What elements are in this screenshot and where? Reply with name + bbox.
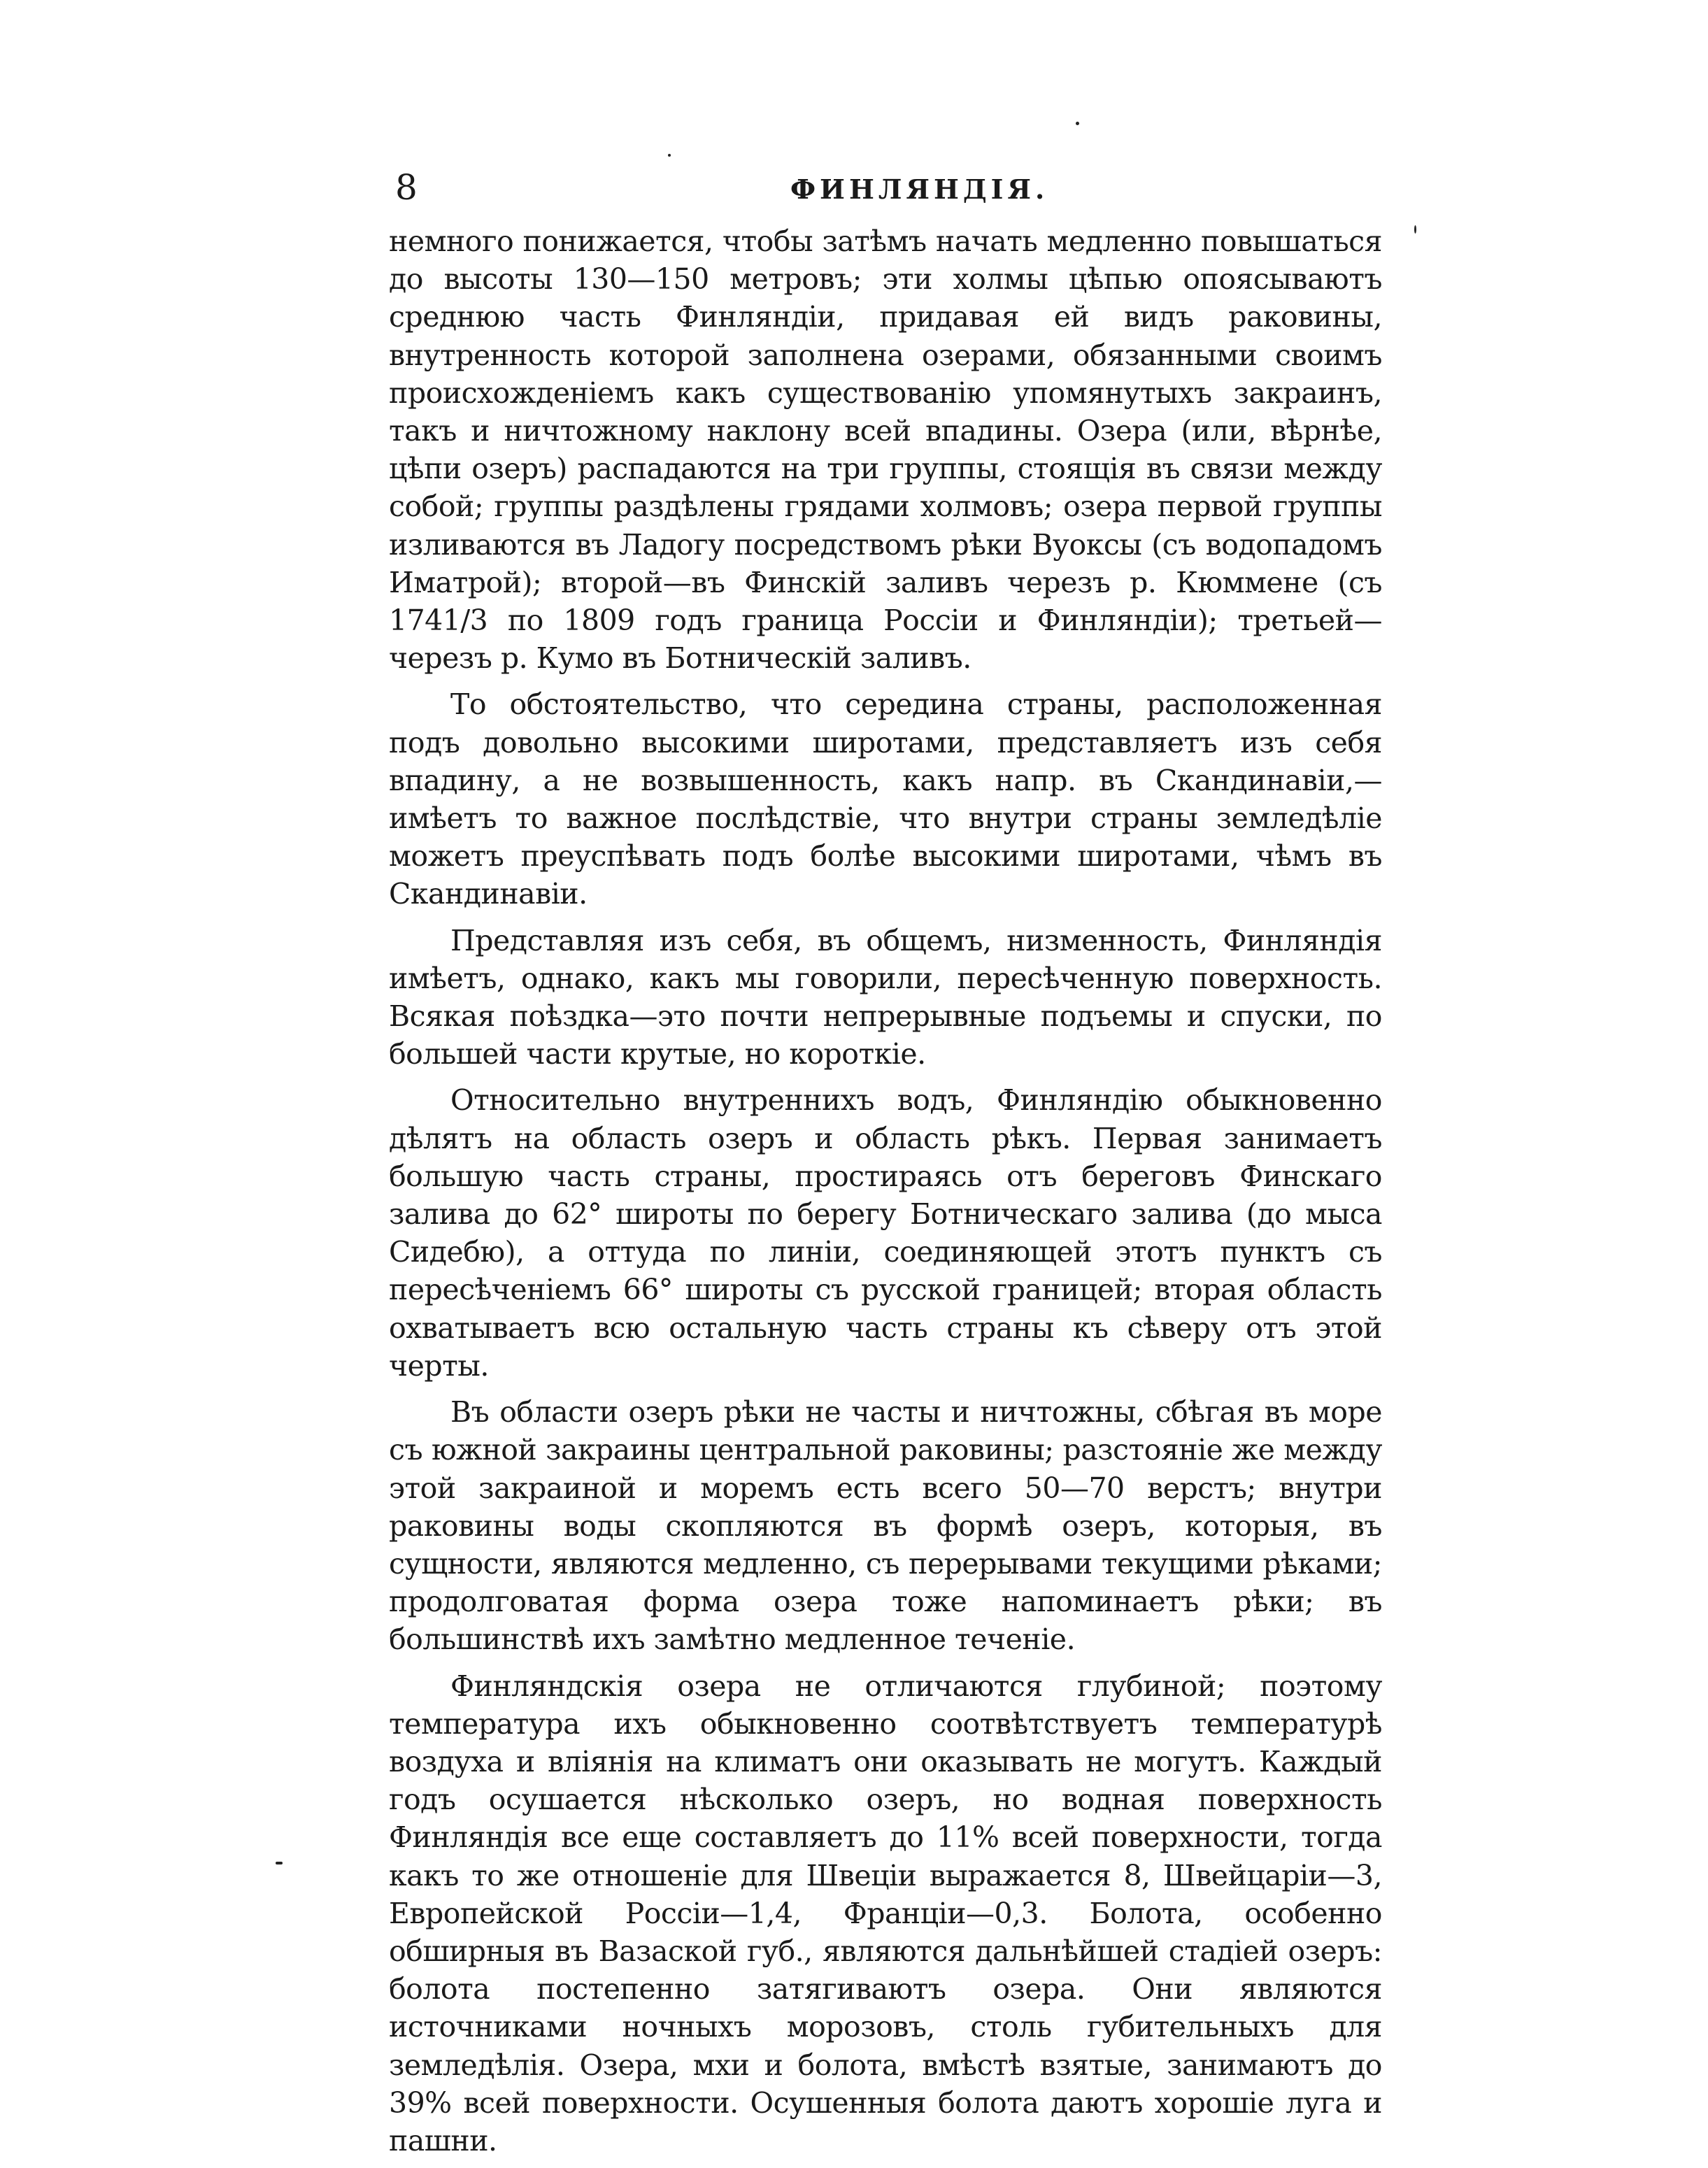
print-speck <box>1076 122 1079 125</box>
running-title: ФИНЛЯНДІЯ. <box>790 173 1049 205</box>
print-speck <box>276 1862 283 1864</box>
paragraph: немного понижается, чтобы затѣмъ начать медленно повышаться до высоты 130—150 метровъ; эти холмы цѣпью опоясываютъ среднюю часть Финляндіи, придавая ей видъ раковины, внутренность которой заполнена озерами, обязанными своимъ происхожденіемъ какъ существованію упомянутыхъ закраинъ, такъ и ничтожному наклону всей впадины. Озера (или, вѣрнѣе, цѣпи озеръ) распадаются на три группы, стоящія въ связи между собой; группы раздѣлены грядами холмовъ; озера первой группы изливаются въ Ладогу посредствомъ рѣки Вуоксы (съ водопадомъ Иматрой); второй—въ Финскій заливъ черезъ р. Кюммене (съ 1741/3 по 1809 годъ граница Россіи и Финляндіи); третьей—черезъ р. Кумо въ Ботническій заливъ. <box>389 224 1382 676</box>
paragraph: Финляндскія озера не отличаются глубиной; поэтому температура ихъ обыкновенно соотвѣтствуетъ температурѣ воздуха и вліянія на климатъ они оказывать не могутъ. Каждый годъ осушается нѣсколько озеръ, но водная поверхность Финляндія все еще составляетъ до 11% всей поверхности, тогда какъ то же отношеніе для Швеціи выражается 8, Швейцаріи—3, Европейской Россіи—1,4, Франціи—0,3. Болота, особенно обширныя въ Вазаской губ., являются дальнѣйшей стадіей озеръ: болота постепенно затягиваютъ озера. Они являются источниками ночныхъ морозовъ, столь губительныхъ для земледѣлія. Озера, мхи и болота, вмѣстѣ взятые, занимаютъ до 39% всей поверхности. Осушенныя болота даютъ хорошіе луга и пашни. <box>389 1669 1382 2158</box>
print-speck <box>1414 225 1416 234</box>
paragraph: Относительно внутреннихъ водъ, Финляндію обыкновенно дѣлятъ на область озеръ и область рѣкъ. Первая занимаетъ большую часть страны, простираясь отъ береговъ Финскаго залива до 62° широты по берегу Ботническаго залива (до мыса Сидебю), а оттуда по линіи, соединяющей этотъ пунктъ съ пересѣченіемъ 66° широты съ русской границей; вторая область охватываетъ всю остальную часть страны къ сѣверу отъ этой черты. <box>389 1083 1382 1383</box>
paragraph: Въ области озеръ рѣки не часты и ничтожны, сбѣгая въ море съ южной закраины центральной раковины; разстояніе же между этой закраиной и моремъ есть всего 50—70 верстъ; внутри раковины воды скопляются въ формѣ озеръ, которыя, въ сущности, являются медленно, съ перерывами текущими рѣками; продолговатая форма озера тоже напоминаетъ рѣки; въ большинствѣ ихъ замѣтно медленное теченіе. <box>389 1395 1382 1657</box>
paragraph: То обстоятельство, что середина страны, расположенная подъ довольно высокими широтами, представляетъ изъ себя впадину, а не возвышенность, какъ напр. въ Скандинавіи,—имѣетъ то важное послѣдствіе, что внутри страны земледѣліе можетъ преуспѣвать подъ болѣе высокими широтами, чѣмъ въ Скандинавіи. <box>389 687 1382 911</box>
print-speck <box>668 154 671 157</box>
body-text <box>389 222 1382 2168</box>
paragraph: Представляя изъ себя, въ общемъ, низменность, Финляндія имѣетъ, однако, какъ мы говорили, пересѣченную поверхность. Всякая поѣздка—это почти непрерывные подъемы и спуски, по большей части крутые, но короткіе. <box>389 923 1382 1071</box>
page-number: 8 <box>395 167 418 208</box>
